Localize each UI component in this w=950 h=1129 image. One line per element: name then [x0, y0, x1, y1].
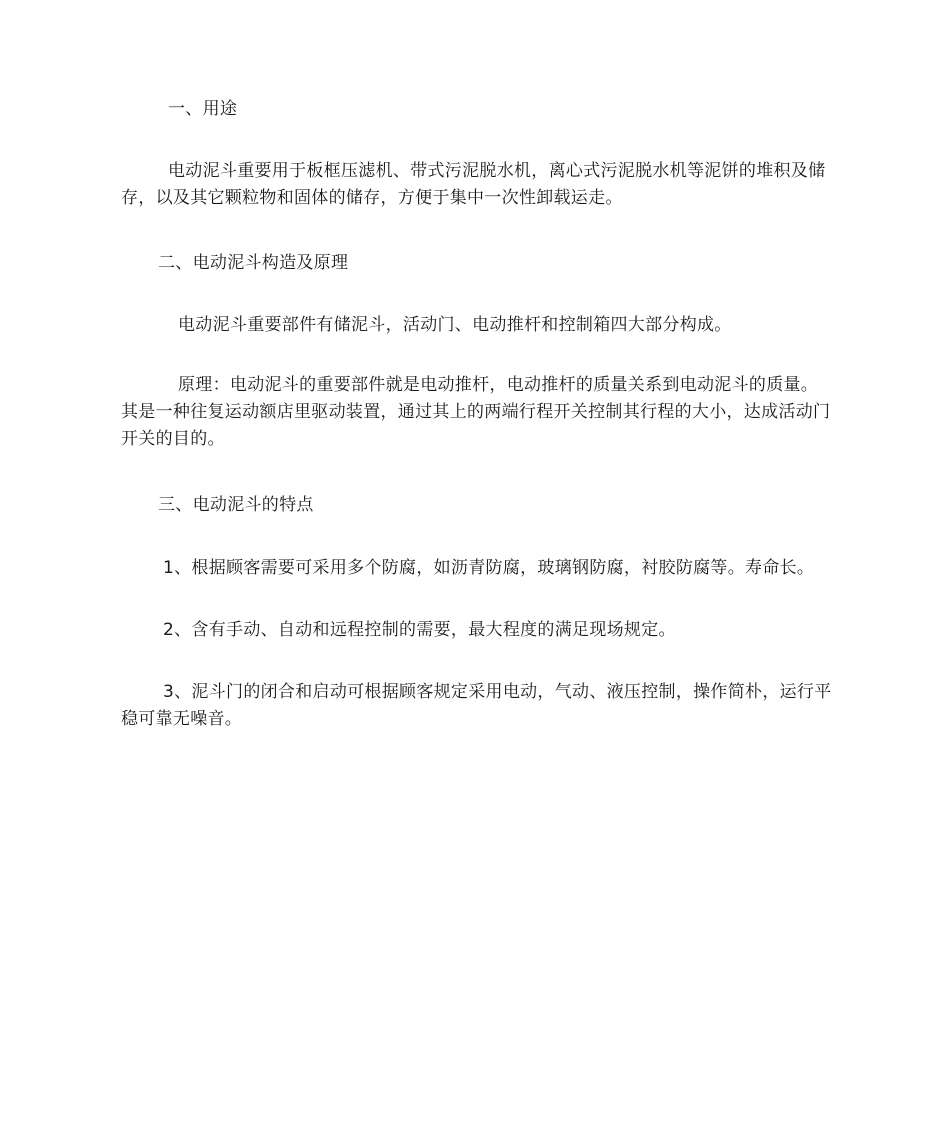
usage-paragraph: 电动泥斗重要用于板框压滤机、带式污泥脱水机，离心式污泥脱水机等泥饼的堆积及储存，以及其它颗粒物和固体的储存，方便于集中一次性卸载运走。 [121, 161, 826, 208]
feature-item: 2、含有手动、自动和远程控制的需要，最大程度的满足现场规定。 [163, 620, 676, 640]
feature-item: 3、泥斗门的闭合和启动可根据顾客规定采用电动，气动、液压控制，操作简朴，运行平稳可靠无噪音。 [121, 682, 832, 729]
section-heading-usage: 一、用途 [168, 99, 238, 119]
components-paragraph: 电动泥斗重要部件有储泥斗，活动门、电动推杆和控制箱四大部分构成。 [178, 315, 732, 335]
principle-paragraph: 原理：电动泥斗的重要部件就是电动推杆，电动推杆的质量关系到电动泥斗的质量。其是一种往复运动额店里驱动装置，通过其上的两端行程开关控制其行程的大小，达成活动门开关的目的。 [121, 375, 831, 449]
feature-item: 1、根据顾客需要可采用多个防腐，如沥青防腐，玻璃钢防腐，衬胶防腐等。寿命长。 [163, 558, 815, 578]
section-heading-structure: 二、电动泥斗构造及原理 [158, 253, 349, 273]
section-heading-features: 三、电动泥斗的特点 [158, 495, 314, 515]
